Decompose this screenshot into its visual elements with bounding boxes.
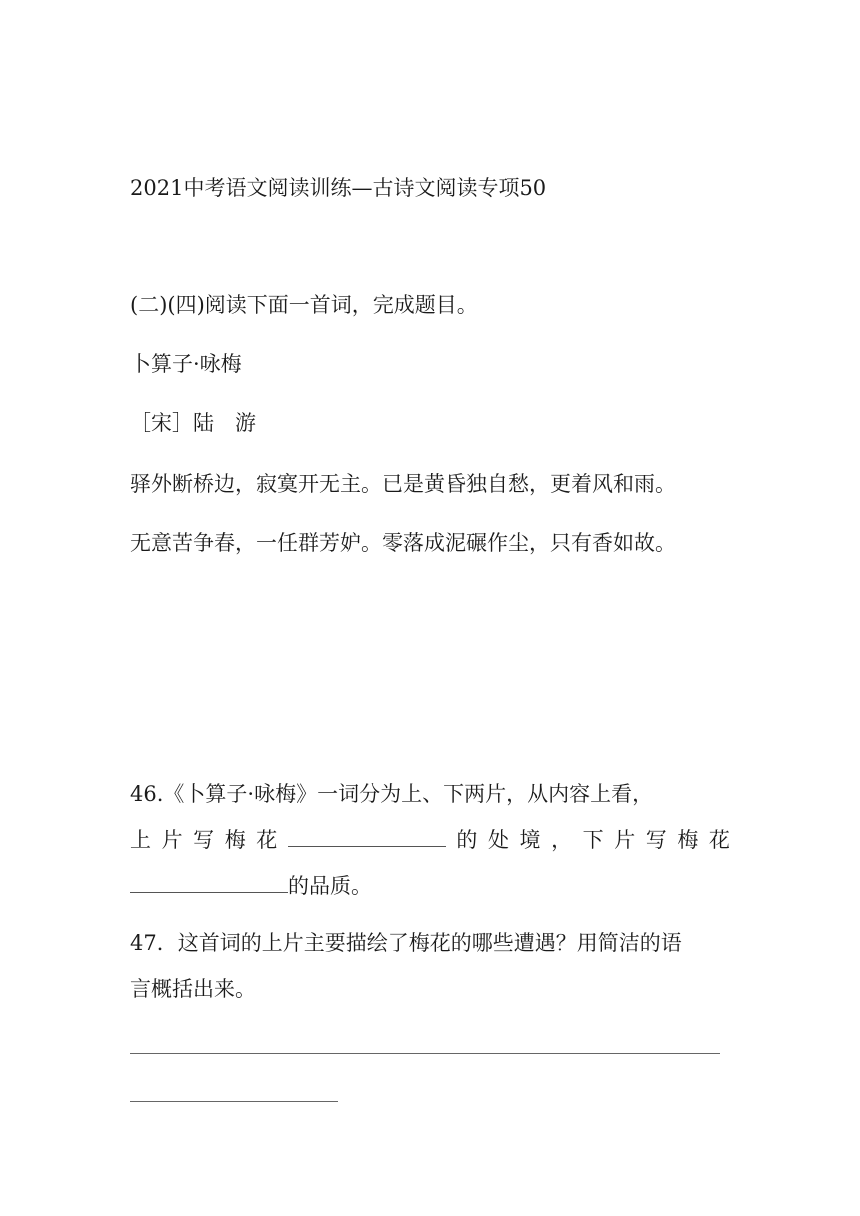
document-title: 2021中考语文阅读训练—古诗文阅读专项50 <box>130 176 547 200</box>
q46-char: 的 <box>456 828 478 852</box>
q46-char: 梅 <box>677 828 699 852</box>
q46-char: 写 <box>645 828 667 852</box>
q46-char: 花 <box>708 828 730 852</box>
question-47-line-1: 47．这首词的上片主要描绘了梅花的哪些遭遇？用简洁的语 <box>130 931 682 955</box>
question-47-line-2: 言概括出来。 <box>130 977 256 1001</box>
q46-suffix: 的品质。 <box>288 874 372 898</box>
answer-blank-quality[interactable] <box>130 870 288 893</box>
q46-char: 花 <box>256 828 278 852</box>
poem-author: ［宋］陆 游 <box>130 411 256 435</box>
section-heading: (二)(四)阅读下面一首词，完成题目。 <box>130 293 478 317</box>
answer-blank-situation[interactable] <box>288 824 446 847</box>
answer-line-1[interactable] <box>130 1053 720 1054</box>
poem-line-2: 无意苦争春，一任群芳妒。零落成泥碾作尘，只有香如故。 <box>130 531 676 555</box>
q46-char: ， <box>551 828 573 852</box>
answer-line-2[interactable] <box>130 1101 338 1102</box>
q46-char: 片 <box>614 828 636 852</box>
question-46-line-2 <box>130 824 730 855</box>
q46-char: 处 <box>487 828 509 852</box>
poem-title: 卜算子·咏梅 <box>130 352 242 376</box>
q46-char: 境 <box>519 828 541 852</box>
q46-char: 片 <box>161 828 183 852</box>
q46-char: 梅 <box>224 828 246 852</box>
q46-char: 下 <box>582 828 604 852</box>
q46-char: 写 <box>193 828 215 852</box>
q46-char: 上 <box>130 828 151 852</box>
question-46-line-1: 46.《卜算子·咏梅》一词分为上、下两片，从内容上看， <box>130 782 654 806</box>
poem-line-1: 驿外断桥边，寂寞开无主。已是黄昏独自愁，更着风和雨。 <box>130 472 676 496</box>
question-46-line-3 <box>130 870 372 901</box>
